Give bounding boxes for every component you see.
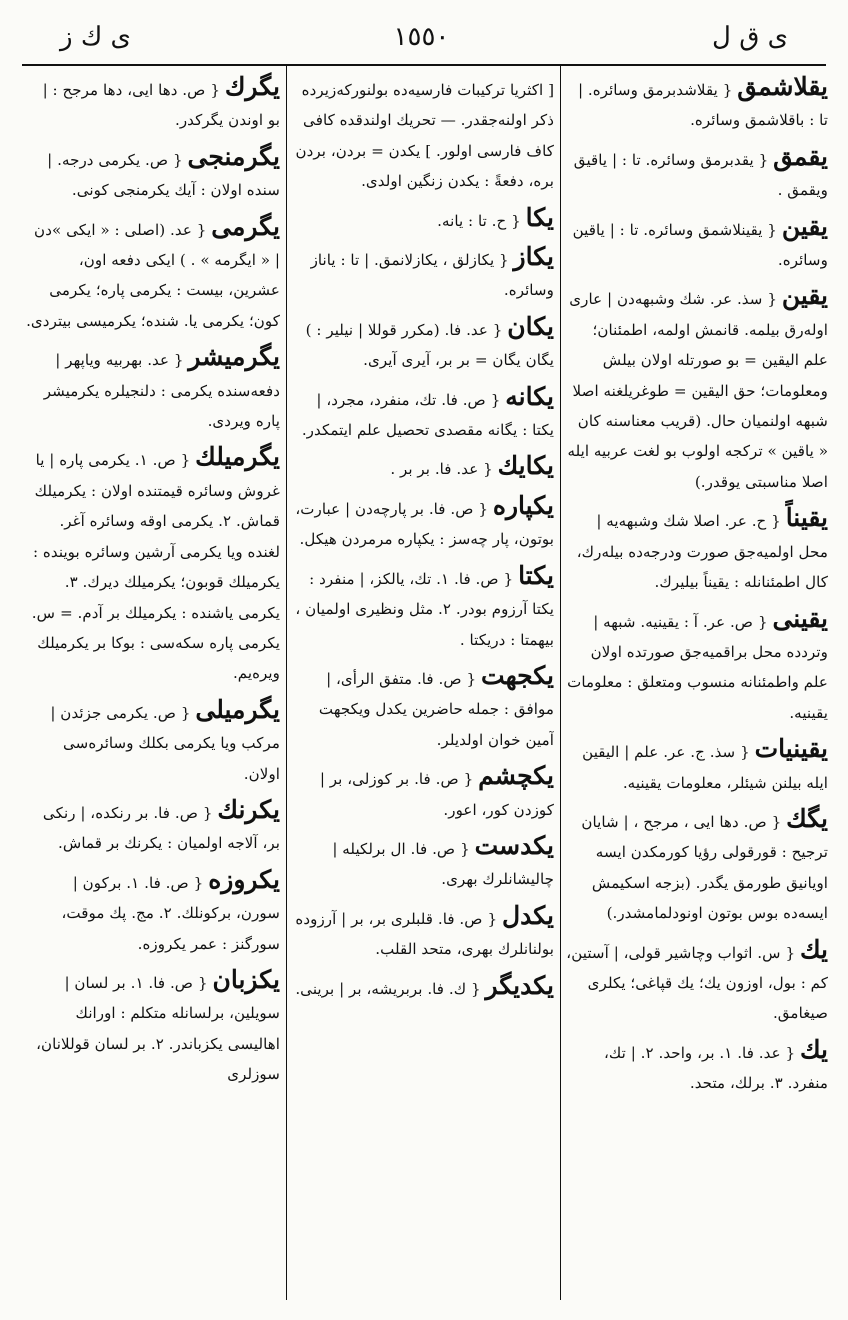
entry-headword: يقين bbox=[781, 281, 828, 311]
entry-definition: { ص. ١. يكرمی پاره | يا غروش وسائره قيمتنده اولان : يكرميلك قماش. ٢. يكرمی اوقه وسائره آغر. لغنده ويا يكرمی آرشين وسائره بوينده : يكرميلك قوبون؛ يكرميلك ديرك. ٣. يكرمی ياشنده : يكرميلك بر آدم. = س. يكرمی پاره سكه‌سی : بوكا بر يكرميلك ويره‌يم. bbox=[31, 451, 280, 683]
entry-headword: يكجهت bbox=[481, 660, 554, 690]
dictionary-entry bbox=[566, 281, 828, 497]
entry-headword: يكديگر bbox=[485, 970, 554, 1000]
entry-definition: [ اكثريا تركيبات فارسيه‌ده بولنوركه‌زيرده ذكر اولنه‌جقدر. — تحريك اولندقده كافی كاف فارسی اولور. ] يكدن = بردن، بردن بره، دفعةً : يكدن زنگين اولدی. bbox=[295, 81, 554, 191]
entry-definition: { ص. فا. بر كوزلی، بر | كوزدن كور، اعور. bbox=[319, 770, 554, 819]
entry-definition: { عد. بهربيه وياپهر | دفعه‌سنده يكرمی : دلنجيلره يكرميشر پاره ويردی. bbox=[43, 351, 280, 431]
entry-definition: { ص. فا. بر پارچه‌دن | عبارت، بوتون، پار چه‌سز : يكپاره مرمردن هيكل. bbox=[295, 499, 554, 549]
entry-headword: يكچشم bbox=[478, 761, 554, 791]
dictionary-entry bbox=[566, 1035, 828, 1099]
entry-definition: { يقينلاشمق وسائره. تا : | ياقين وسائره. bbox=[572, 220, 828, 270]
dictionary-entry bbox=[292, 901, 554, 965]
page-header bbox=[30, 14, 818, 60]
entry-definition: { ص. دها ايی، دها مرجح : | بو اوندن يگركدر. bbox=[42, 81, 280, 130]
entry-definition: { ص. يكرمی درجه. | سنده اولان : آيك يكرمنجی كونی. bbox=[47, 150, 280, 200]
dictionary-entry bbox=[566, 604, 828, 729]
dictionary-entry bbox=[292, 451, 554, 484]
dictionary-entry bbox=[566, 72, 828, 136]
entry-definition: { عد. فا. ١. بر، واحد. ٢. | تك، منفرد. ٣. برلك، متحد. bbox=[603, 1043, 828, 1093]
entry-headword: يقينی bbox=[772, 603, 828, 633]
entry-headword: يكدل bbox=[501, 900, 554, 930]
header-rule bbox=[22, 64, 826, 66]
dictionary-entry bbox=[566, 142, 828, 206]
dictionary-entry bbox=[566, 804, 828, 929]
entry-definition: { ص. فا. ١. بركون | سورن، بركونلك. ٢. مج. پك موقت، سورگنز : عمر يكروزه. bbox=[61, 873, 280, 953]
entry-definition: { ص. فا. متفق الرأی، | موافق : جمله حاضرين يكدل ويكجهت آمين خوان اولديلر. bbox=[318, 669, 554, 749]
page-number: ١٥٥٠ bbox=[393, 22, 450, 52]
entry-definition: { ح. عر. اصلا شك وشبهه‌يه | محل اولميه‌جق صورت ودرجه‌ده بيله‌رك، كال اطمئنانله : يقيناً بيليرك. bbox=[576, 512, 828, 592]
entry-headword: يقين bbox=[781, 211, 828, 241]
dictionary-entry bbox=[26, 212, 280, 337]
dictionary-entry bbox=[26, 442, 280, 688]
entry-definition: { ص. فا. قلبلری بر، بر | آرزوده بولنانلرك بهری، متحد القلب. bbox=[295, 909, 554, 959]
entry-definition: { يقدبرمق وسائره. تا : | ياقيق ويقمق . bbox=[573, 150, 828, 200]
entry-headword: يگك bbox=[786, 803, 828, 833]
entry-definition: { ص. فا. بر رنكده، | رنكی بر، آلاجه اولميان : يكرنك بر قماش. bbox=[42, 803, 280, 853]
dictionary-entry bbox=[26, 342, 280, 436]
entry-headword: يكان bbox=[507, 311, 554, 341]
dictionary-entry bbox=[292, 312, 554, 376]
entry-definition: { ص. فا. ال برلكيله | چاليشانلرك بهری. bbox=[332, 839, 554, 889]
entry-definition: { ك. فا. بربريشه، بر | برينی. bbox=[295, 979, 481, 998]
entry-definition: { يقلاشدبرمق وسائره. | تا : باقلاشمق وسائره. bbox=[577, 81, 828, 130]
entry-headword: يكانه bbox=[505, 381, 554, 411]
dictionary-entry bbox=[26, 695, 280, 789]
dictionary-entry bbox=[26, 795, 280, 859]
entry-headword: يكا bbox=[525, 202, 554, 232]
entry-definition: { سذ. ج. عر. علم | اليقين ايله بيلنن شيئلر، معلومات يقينيه. bbox=[582, 743, 828, 792]
entry-headword: يك bbox=[799, 934, 828, 964]
dictionary-entry bbox=[292, 761, 554, 825]
entry-headword: يكاز bbox=[513, 242, 554, 272]
dictionary-entry bbox=[292, 561, 554, 655]
entry-definition: { ص. فا. تك، منفرد، مجرد، | يكتا : يگانه مقصدی تحصيل علم ايتمكدر. bbox=[301, 390, 554, 440]
dictionary-entry bbox=[26, 865, 280, 959]
header-right-letters: ی ق ل bbox=[712, 22, 788, 52]
entry-headword: يكايك bbox=[497, 451, 554, 481]
dictionary-entry bbox=[292, 382, 554, 446]
dictionary-entry bbox=[26, 142, 280, 206]
entry-definition: { ص. يكرمی جزئدن | مركب ويا يكرمی بكلك وسائره‌سی اولان. bbox=[50, 703, 280, 783]
entry-headword: يگرميلك bbox=[195, 442, 280, 472]
entry-headword: يگرميلی bbox=[195, 694, 280, 724]
entry-definition: { عد. فا. بر بر . bbox=[390, 460, 493, 479]
dictionary-entry bbox=[566, 503, 828, 597]
column-divider-right bbox=[560, 66, 561, 1300]
entry-definition: { ص. دها ايی ، مرجح ، | شايان ترجيح : قورقولی رؤيا كورمكدن ايسه اويانيق طورمق يگدر. (بزجه اسكيمش ايسه‌ده بوس بوتون اونودلمامشدر.) bbox=[581, 812, 828, 923]
entry-headword: يك bbox=[799, 1034, 828, 1064]
dictionary-entry bbox=[292, 72, 554, 197]
dictionary-entry bbox=[566, 212, 828, 276]
entry-headword: يقينيات bbox=[754, 734, 828, 764]
column-middle bbox=[292, 72, 554, 1308]
entry-definition: { عد. (اصلی : « ايكی »دن | « ايگرمه » . ) ايكی دفعه اون، عشرين، بيست : يكرمی پاره؛ يكرمی كون؛ يكرمی يا. شنده؛ يكرميسی بيتردی. bbox=[26, 220, 280, 330]
column-left bbox=[26, 72, 280, 1308]
dictionary-entry bbox=[26, 72, 280, 136]
entry-definition: { ح. تا : يانه. bbox=[437, 211, 521, 230]
column-right bbox=[566, 72, 828, 1308]
dictionary-entry bbox=[26, 965, 280, 1090]
entry-definition: { س. اثواب وچاشير قولی، | آستين، كم : بول، اوزون يك؛ يك قپاغی؛ يكلری صيغامق. bbox=[566, 943, 828, 1023]
entry-headword: يكتا bbox=[518, 560, 554, 590]
entry-headword: يكروزه bbox=[208, 864, 280, 894]
entry-definition: { سذ. عر. شك وشبهه‌دن | عاری اولەرق بيلمه. قانمش اولمه، اطمئنان؛ علم اليقين = بو صورتله اولان بيلش ومعلومات؛ حق اليقين = طوغريلغنه اصلا شبهه اولنميان حال. (قريب معناسنه كان « ياقين » تركجه اولوب بو لغت عربيه ايله اصلا مناسبتی يوقدر.) bbox=[567, 290, 828, 491]
dictionary-entry bbox=[292, 242, 554, 306]
entry-headword: يكرنك bbox=[217, 794, 280, 824]
entry-headword: يكزبان bbox=[212, 964, 280, 994]
dictionary-entry bbox=[292, 831, 554, 895]
entry-headword: يكپاره bbox=[492, 490, 554, 520]
entry-definition: { يكازلق ، يكازلانمق. | تا : ياناز وسائره. bbox=[310, 251, 554, 300]
entry-headword: يگرك bbox=[224, 72, 280, 101]
entry-headword: يكدست bbox=[474, 830, 554, 860]
entry-headword: يگرمی bbox=[211, 211, 280, 241]
entry-headword: يگرميشر bbox=[188, 342, 280, 372]
entry-headword: يقلاشمق bbox=[737, 72, 828, 101]
entry-definition: { ص. فا. ١. تك، يالكز، | منفرد : يكتا آرزوم بودر. ٢. مثل ونظيری اولميان ، بيهمتا : دريكتا . bbox=[295, 569, 554, 649]
entry-headword: يقيناً bbox=[785, 503, 828, 533]
dictionary-entry bbox=[566, 734, 828, 798]
dictionary-entry bbox=[292, 491, 554, 555]
entry-headword: يقمق bbox=[773, 141, 828, 171]
dictionary-entry bbox=[292, 661, 554, 755]
dictionary-entry bbox=[292, 971, 554, 1004]
column-divider-left bbox=[286, 66, 287, 1300]
entry-definition: { ص. فا. ١. بر لسان | سويلين، برلسانله متكلم : اورانك اهاليسی يكزباندر. ٢. بر لسان قوللانان، سوزلری bbox=[36, 973, 280, 1084]
header-left-letters: ی ك ز bbox=[60, 22, 131, 52]
dictionary-entry bbox=[566, 935, 828, 1029]
dictionary-entry bbox=[292, 203, 554, 236]
entry-definition: { ص. عر. آ : يقينيه. شبهه | وترددە محل براقميه‌جق صورتده اولان علم واطمئنانه منسوب ومتعلق : معلومات يقينيه. bbox=[567, 612, 828, 722]
entry-headword: يگرمنجی bbox=[187, 141, 280, 171]
entry-definition: { عد. فا. (مكرر قوللا | نيلير : ) يگان يگان = بر بر، آيری آيری. bbox=[305, 320, 554, 370]
